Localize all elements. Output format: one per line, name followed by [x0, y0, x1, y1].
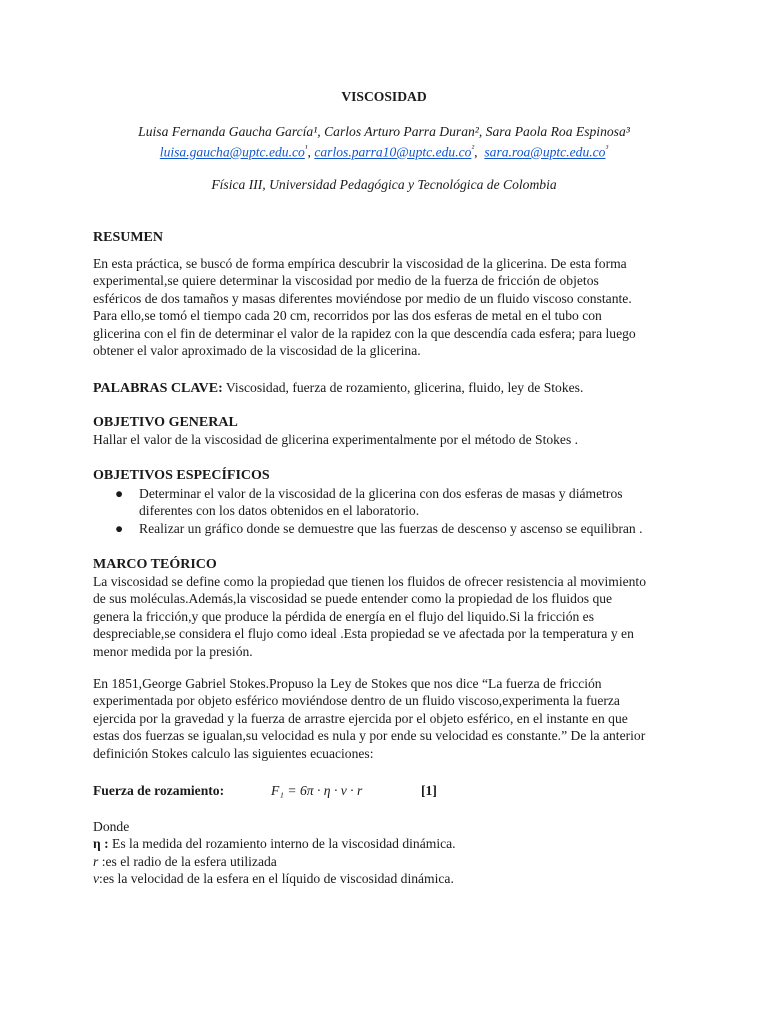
email-link-3[interactable]: sara.roa@uptc.edu.co — [484, 144, 606, 160]
formula-label: Fuerza de rozamiento: — [93, 783, 225, 798]
objetivos-list — [93, 485, 653, 537]
marco-line: menor medida por la presión. — [93, 643, 253, 659]
formula-equation: F₁ = 6π · η · v · r — [271, 783, 363, 798]
marco-line: genera la fricción,y que produce la pérdida de energía en el flujo del liquido.Si la fricción es — [93, 608, 595, 624]
marco-line: experimentada por objeto esférico moviéndose dentro de un fluido viscoso,experimenta la fuerza — [93, 693, 620, 709]
emails-line: $luisa.gaucha@uptc.edu.co^{^1}$, $carlos.parra10@uptc.edu.co^{^2}$, $sara.roa@uptc.edu.co^{^3}$ — [159, 143, 609, 160]
affiliation-line: Física III, Universidad Pedagógica y Tecnológica de Colombia — [211, 177, 557, 192]
definitions — [93, 818, 653, 888]
resumen-line: experimental,se quiere determinar la viscosidad por medio de la fuerza de fricción de objetos — [93, 273, 599, 289]
list-item-line: diferentes con los datos obtenidos en el laboratorio. — [139, 503, 420, 519]
definition-symbol: v — [93, 871, 100, 887]
resumen-line: obtener el valor aproximado de la viscosidad de la glicerina. — [93, 343, 421, 359]
email-sup-2: ² — [471, 143, 475, 153]
marco-line: de sus moléculas.Además,la viscosidad se puede entender como la propiedad de los fluidos que — [93, 591, 613, 607]
list-item — [93, 485, 653, 520]
definition-text: :es el radio de la esfera utilizada — [98, 853, 277, 869]
definition-symbol: r — [93, 853, 99, 869]
document-title: VISCOSIDAD — [341, 89, 427, 104]
email-link-1[interactable]: luisa.gaucha@uptc.edu.co — [159, 144, 305, 160]
list-item — [93, 520, 653, 537]
definition-item — [93, 853, 653, 870]
resumen-body — [93, 255, 653, 359]
marco-line: En 1851,George Gabriel Stokes.Propuso la Ley de Stokes que nos dice “La fuerza de fricción — [93, 676, 602, 691]
authors-line: Luisa Fernanda Gaucha García¹, Carlos Arturo Parra Duran², Sara Paola Roa Espinosa³ — [138, 124, 630, 139]
formula-reference: [1] — [421, 783, 437, 798]
bullet-icon: ● — [115, 486, 124, 501]
email-sup-1: ¹ — [304, 143, 308, 153]
list-item-line: Determinar el valor de la viscosidad de la glicerina con dos esferas de masas y diámetros — [139, 486, 623, 501]
marco-line: estas dos fuerzas se igualan,su velocidad es nula y por ende su velocidad es constante.” De la anterior — [93, 728, 646, 744]
objetivo-general-text: Hallar el valor de la viscosidad de glicerina experimentalmente por el método de Stokes . — [93, 432, 579, 447]
marco-para-1 — [93, 573, 653, 660]
keywords-line — [93, 379, 653, 397]
marco-heading: MARCO TEÓRICO — [93, 557, 217, 572]
marco-para-2 — [93, 675, 653, 762]
resumen-line: En esta práctica, se buscó de forma empírica descubrir la viscosidad de la glicerina. De esta forma — [93, 256, 627, 271]
bullet-icon: ● — [115, 520, 124, 536]
list-item-line: Realizar un gráfico donde se demuestre que las fuerzas de descenso y ascenso se equilibran . — [139, 520, 643, 536]
resumen-line: esféricos de dos tamaños y masas diferentes moviéndose por medio de un fluido viscoso constante. — [93, 290, 632, 306]
definition-text: Es la medida del rozamiento interno de la viscosidad dinámica. — [108, 836, 456, 852]
marco-line: definición Stokes calculo las siguientes ecuaciones: — [93, 745, 374, 761]
marco-line: La viscosidad se define como la propiedad que tienen los fluidos de ofrecer resistencia al movimiento — [93, 574, 647, 589]
marco-line: ejercida por la gravedad y la fuerza de arrastre ejercida por el objeto esférico, en el instante en que — [93, 710, 628, 726]
keywords-text: Viscosidad, fuerza de rozamiento, glicerina, fluido, ley de Stokes. — [222, 380, 584, 395]
definitions-intro: Donde — [93, 819, 130, 834]
resumen-heading: RESUMEN — [93, 230, 164, 245]
resumen-line: glicerina con el fin de determinar el valor de la rapidez con la que descendía cada esfera; para luego — [93, 325, 636, 341]
definition-item — [93, 870, 653, 887]
objetivo-general-heading: OBJETIVO GENERAL — [93, 415, 238, 430]
definition-symbol: η : — [93, 836, 109, 852]
marco-line: despreciable,se considera el flujo como ideal .Esta propiedad se ve afectada por la temperatura y en — [93, 626, 634, 642]
keywords-label: PALABRAS CLAVE: — [93, 381, 223, 396]
definition-item — [93, 835, 653, 852]
resumen-line: Para ello,se tomó el tiempo cada 20 cm, recorridos por las dos esferas de metal en el tubo con — [93, 308, 602, 324]
formula-row — [93, 782, 653, 800]
email-link-2[interactable]: carlos.parra10@uptc.edu.co — [314, 144, 472, 160]
definition-text: :es la velocidad de la esfera en el líquido de viscosidad dinámica. — [99, 871, 454, 887]
email-sup-3: ³ — [605, 143, 609, 153]
objetivos-especificos-heading: OBJETIVOS ESPECÍFICOS — [93, 468, 270, 483]
